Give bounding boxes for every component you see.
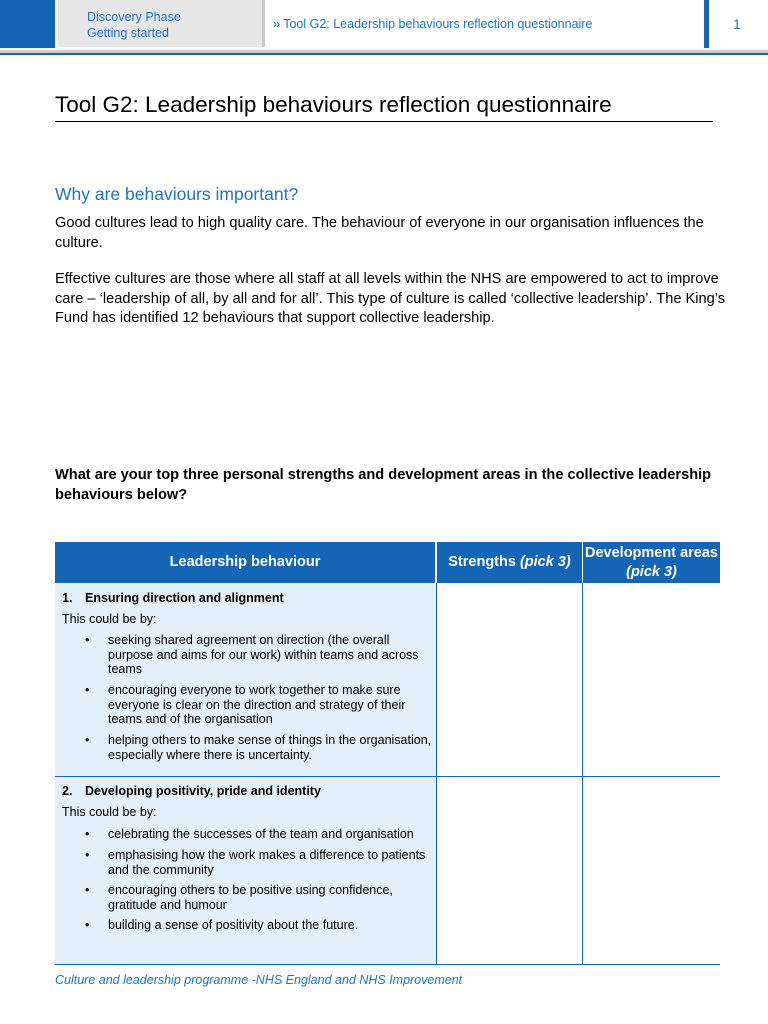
list-item — [85, 733, 438, 762]
column-divider — [436, 777, 437, 964]
list-item — [85, 848, 438, 877]
breadcrumb[interactable]: » Tool G2: Leadership behaviours reflection questionnaire — [273, 17, 593, 31]
list-item — [85, 827, 438, 842]
behaviour-title-text: Ensuring direction and alignment — [85, 591, 284, 605]
list-item-text: emphasising how the work makes a difference to patients and the community — [108, 848, 426, 877]
column-header-behaviour: Leadership behaviour — [169, 554, 321, 570]
list-item — [85, 918, 438, 933]
header-accent-block — [0, 0, 55, 48]
header-divider-blue — [0, 53, 768, 55]
behaviour-intro: This could be by: — [62, 612, 157, 626]
page-number: 1 — [733, 16, 741, 32]
column-divider — [582, 777, 583, 964]
list-item-text: encouraging others to be positive using confidence, gratitude and humour — [108, 883, 393, 912]
header-right-accent — [704, 0, 709, 48]
column-divider — [582, 583, 583, 776]
phase-label[interactable] — [87, 9, 181, 41]
development-pick: (pick 3) — [626, 563, 677, 580]
table-row — [55, 583, 720, 776]
list-item-text: celebrating the successes of the team and organisation — [108, 827, 414, 841]
bullet-icon: • — [85, 633, 90, 647]
behaviour-number: 1. — [62, 591, 73, 605]
column-header-development — [583, 542, 720, 583]
column-header-strengths — [437, 542, 582, 583]
paragraph-2: Effective cultures are those where all staff at all levels within the NHS are empowered to act to improve care – ‘leadership of all, by all and for all’. This type of culture is called ‘collective leadership’. The King’s Fund has identified 12 behaviours that support collective leadership. — [55, 271, 726, 326]
footer-note: Culture and leadership programme -NHS England and NHS Improvement — [55, 973, 463, 987]
list-item-text: helping others to make sense of things in the organisation, especially where there is uncertainty. — [108, 733, 432, 762]
bullet-icon: • — [85, 733, 90, 747]
list-item-text: building a sense of positivity about the future. — [108, 918, 359, 932]
bullet-icon: • — [85, 848, 90, 862]
paragraph-1: Good cultures lead to high quality care. The behaviour of everyone in our organisation influences the culture. — [55, 215, 704, 251]
bullet-icon: • — [85, 827, 90, 841]
behaviour-number: 2. — [62, 784, 73, 798]
question-prompt: What are your top three personal strengths and development areas in the collective leadership behaviours below? — [55, 467, 712, 503]
development-label: Development areas — [585, 544, 718, 561]
strengths-label: Strengths — [448, 554, 520, 570]
list-item — [85, 633, 438, 677]
behaviour-title-text: Developing positivity, pride and identity — [85, 784, 321, 798]
title-underline — [55, 121, 713, 122]
list-item-text: encouraging everyone to work together to make sure everyone is clear on the direction and strategy of their teams and of the organisation — [108, 683, 406, 726]
list-item — [85, 883, 438, 912]
bullet-icon: • — [85, 883, 90, 897]
bullet-icon: • — [85, 918, 90, 932]
behaviour-cell — [55, 777, 436, 964]
phase-name: Discovery Phase — [87, 10, 181, 24]
behaviour-title — [62, 784, 321, 798]
table-header — [55, 542, 720, 583]
phase-subsection: Getting started — [87, 26, 169, 40]
section-heading: Why are behaviours important? — [55, 184, 299, 204]
behaviour-intro: This could be by: — [62, 805, 157, 819]
column-divider — [436, 583, 437, 776]
row-divider — [55, 964, 720, 965]
page-title: Tool G2: Leadership behaviours reflection questionnaire — [55, 92, 612, 117]
phase-tab-shadow — [262, 0, 265, 47]
list-item — [85, 683, 438, 727]
behaviour-cell — [55, 583, 436, 776]
page-header — [0, 0, 768, 58]
behaviour-title — [62, 591, 284, 605]
table-row — [55, 777, 720, 964]
bullet-icon: • — [85, 683, 90, 697]
list-item-text: seeking shared agreement on direction (the overall purpose and aims for our work) within teams and across teams — [108, 633, 419, 676]
strengths-pick: (pick 3) — [519, 554, 571, 570]
